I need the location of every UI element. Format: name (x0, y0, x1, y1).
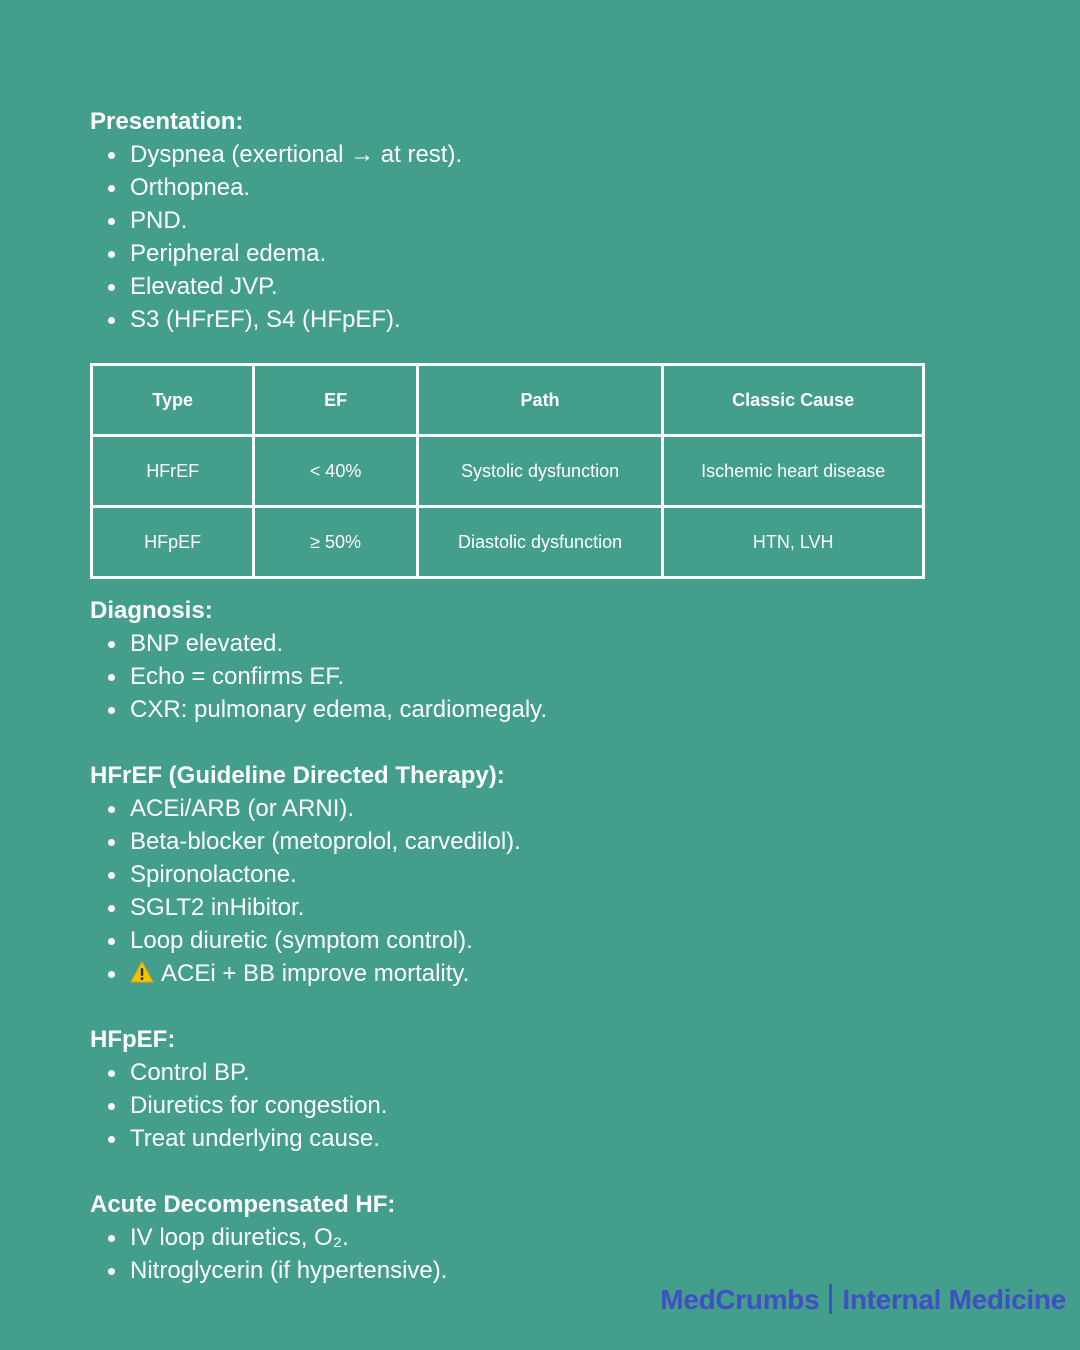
acute-list (90, 1221, 1050, 1287)
hfpef-title: HFpEF: (90, 1026, 176, 1053)
list-item: Elevated JVP. (90, 270, 1050, 303)
list-item: Nitroglycerin (if hypertensive). (90, 1254, 1050, 1287)
content-page (90, 105, 1050, 1287)
list-item: Orthopnea. (90, 171, 1050, 204)
hfpef-list (90, 1056, 1050, 1155)
diagnosis-list (90, 627, 1050, 726)
list-item: Peripheral edema. (90, 237, 1050, 270)
brand-footer (660, 1284, 1066, 1316)
list-item: BNP elevated. (90, 627, 1050, 660)
list-item: Spironolactone. (90, 858, 1050, 891)
presentation-section (90, 105, 1050, 336)
hfref-title: HFrEF (Guideline Directed Therapy): (90, 762, 505, 789)
hfref-section (90, 759, 1050, 990)
brand-divider (829, 1284, 832, 1314)
list-item: ACEi/ARB (or ARNI). (90, 792, 1050, 825)
table-cell: ≥ 50% (254, 507, 417, 578)
list-item: S3 (HFrEF), S4 (HFpEF). (90, 303, 1050, 336)
warning-text: ACEi + BB improve mortality. (161, 960, 470, 987)
list-item: Treat underlying cause. (90, 1122, 1050, 1155)
spacer (90, 726, 1050, 759)
hfref-list (90, 792, 1050, 990)
presentation-title: Presentation: (90, 108, 244, 135)
brand-name: MedCrumbs (660, 1284, 820, 1315)
table-cell: HTN, LVH (663, 507, 924, 578)
table-header-type: Type (92, 365, 254, 436)
table-row (92, 507, 924, 578)
table-header-row (92, 365, 924, 436)
spacer (90, 1155, 1050, 1188)
list-item: Echo = confirms EF. (90, 660, 1050, 693)
list-item: Beta-blocker (metoprolol, carvedilol). (90, 825, 1050, 858)
list-item-warning (90, 957, 1050, 990)
table-cell: Systolic dysfunction (417, 436, 663, 507)
hfpef-section (90, 1023, 1050, 1155)
table-header-path: Path (417, 365, 663, 436)
diagnosis-section (90, 594, 1050, 726)
hf-types-table (90, 363, 925, 579)
list-item: CXR: pulmonary edema, cardiomegaly. (90, 693, 1050, 726)
list-item: Diuretics for congestion. (90, 1089, 1050, 1122)
list-item: Loop diuretic (symptom control). (90, 924, 1050, 957)
acute-section (90, 1188, 1050, 1287)
table-cell: Ischemic heart disease (663, 436, 924, 507)
diagnosis-title: Diagnosis: (90, 597, 213, 624)
list-item: IV loop diuretics, O₂. (90, 1221, 1050, 1254)
warning-icon (130, 961, 154, 983)
acute-title: Acute Decompensated HF: (90, 1191, 396, 1218)
table-row (92, 436, 924, 507)
list-item: PND. (90, 204, 1050, 237)
list-item: Control BP. (90, 1056, 1050, 1089)
table-cell: Diastolic dysfunction (417, 507, 663, 578)
presentation-list (90, 138, 1050, 336)
table-cell: HFrEF (92, 436, 254, 507)
spacer (90, 990, 1050, 1023)
list-item: Dyspnea (exertional → at rest). (90, 138, 1050, 171)
table-header-ef: EF (254, 365, 417, 436)
table-cell: < 40% (254, 436, 417, 507)
brand-section: Internal Medicine (842, 1284, 1066, 1315)
table-cell: HFpEF (92, 507, 254, 578)
table-header-cause: Classic Cause (663, 365, 924, 436)
list-item: SGLT2 inHibitor. (90, 891, 1050, 924)
